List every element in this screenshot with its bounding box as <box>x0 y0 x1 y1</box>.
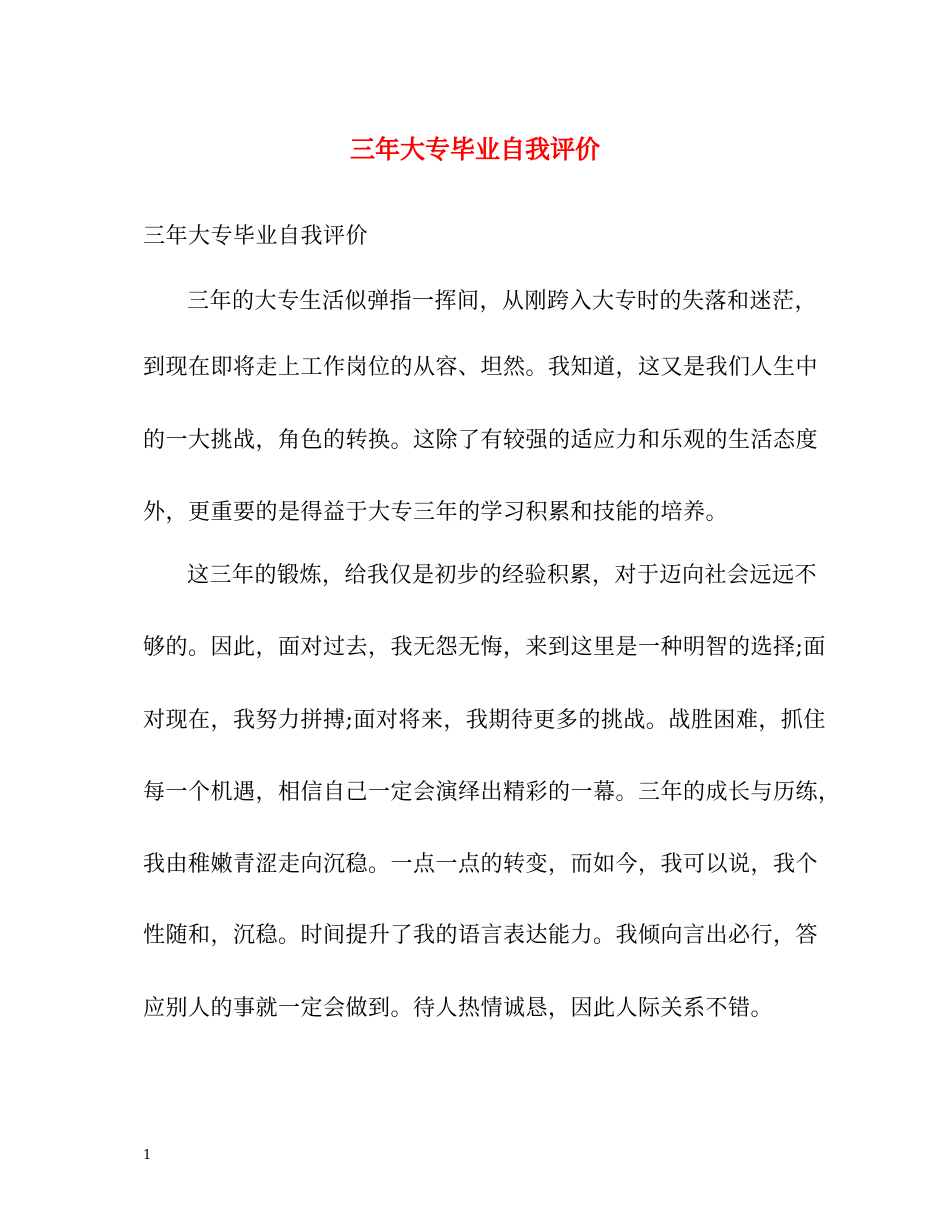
page-number: 1 <box>143 1148 152 1163</box>
paragraph-line: 应别人的事就一定会做到。待人热情诚恳，因此人际关系不错。 <box>143 996 774 1021</box>
paragraph-line: 这三年的锻炼，给我仅是初步的经验积累，对于迈向社会远远不 <box>187 563 818 588</box>
paragraph-line: 性随和，沉稳。时间提升了我的语言表达能力。我倾向言出必行，答 <box>143 923 819 948</box>
paragraph-line: 对现在，我努力拼搏;面对将来，我期待更多的挑战。战胜困难，抓住 <box>143 708 826 733</box>
document-title: 三年大专毕业自我评价 <box>349 135 600 164</box>
paragraph-line: 外，更重要的是得益于大专三年的学习积累和技能的培养。 <box>143 500 729 525</box>
paragraph-line: 够的。因此，面对过去，我无怨无悔，来到这里是一种明智的选择;面 <box>143 635 826 660</box>
paragraph-line: 我由稚嫩青涩走向沉稳。一点一点的转变，而如今，我可以说，我个 <box>143 852 819 877</box>
paragraph-line: 每一个机遇，相信自己一定会演绎出精彩的一幕。三年的成长与历练， <box>143 780 841 805</box>
document-subtitle: 三年大专毕业自我评价 <box>143 224 369 249</box>
paragraph-line: 到现在即将走上工作岗位的从容、坦然。我知道，这又是我们人生中 <box>143 355 819 380</box>
paragraph-line: 的一大挑战，角色的转换。这除了有较强的适应力和乐观的生活态度 <box>143 428 819 453</box>
paragraph-line: 三年的大专生活似弹指一挥间，从刚跨入大专时的失落和迷茫， <box>187 289 818 314</box>
